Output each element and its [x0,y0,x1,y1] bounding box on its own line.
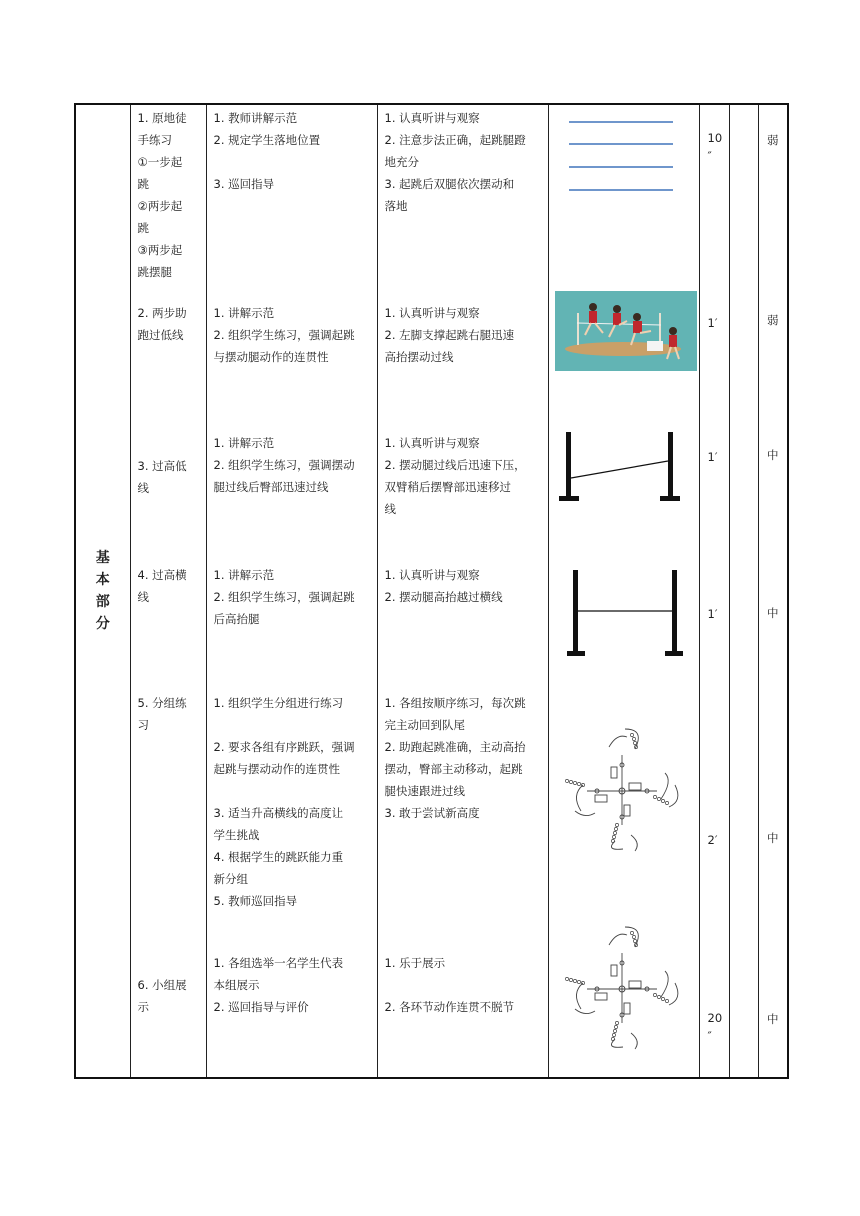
intensity-column [758,104,788,1078]
student-column [377,104,548,1078]
row3-time: 1′ [707,450,718,464]
row4-student: 1. 认真听讲与观察 2. 摆动腿高抬越过横线 [384,568,503,604]
landing-lines-figure [567,119,675,195]
row1-intensity: 弱 [767,133,779,147]
row3-content: 3. 过高低 线 [137,459,187,495]
row6-intensity: 中 [767,1012,779,1026]
row5-teacher: 1. 组织学生分组进行练习 2. 要求各组有序跳跃，强调 起跳与摆动动作的连贯性 3. 适当升高横线的高度让 学生挑战 4. 根据学生的跳跃能力重 新分组 5. 教师巡回指导 [213,696,355,908]
row2-intensity: 弱 [767,313,779,327]
row6-student: 1. 乐于展示 2. 各环节动作连贯不脱节 [384,956,515,1014]
time-column [699,104,729,1078]
row4-content: 4. 过高横 线 [137,568,187,604]
level-bar-figure [567,566,683,661]
row5-content: 5. 分组练 习 [137,696,187,732]
teacher-column [206,104,377,1078]
row3-student: 1. 认真听讲与观察 2. 摆动腿过线后迅速下压， 双臂稍后摆臀部迅速移过 线 [384,436,526,516]
row4-time: 1′ [707,607,718,621]
row1-student: 1. 认真听讲与观察 2. 注意步法正确，起跳腿蹬 地充分 3. 起跳后双腿依次摆动和 落地 [384,111,526,213]
group-formation-diagram-2 [565,923,683,1051]
row6-teacher: 1. 各组选举一名学生代表 本组展示 2. 巡回指导与评价 [213,956,344,1014]
slanted-bar-figure [559,428,685,508]
row5-intensity: 中 [767,831,779,845]
row5-time: 2′ [707,833,718,847]
figure-column [548,104,699,1078]
row3-intensity: 中 [767,448,779,462]
row2-time: 1′ [707,316,718,330]
section-label: 基 本 部 分 [75,104,130,1078]
students-jumping-illustration [555,291,697,371]
row2-content: 2. 两步助 跑过低线 [137,306,187,342]
row1-content: 1. 原地徒 手练习 ①一步起 跳 ②两步起 跳 ③两步起 跳摆腿 [137,111,187,279]
row3-teacher: 1. 讲解示范 2. 组织学生练习，强调摆动 腿过线后臀部迅速过线 [213,436,355,494]
row1-time: 10 ″ [707,131,723,163]
row2-teacher: 1. 讲解示范 2. 组织学生练习，强调起跳 与摆动腿动作的连贯性 [213,306,355,364]
content-column [130,104,206,1078]
lesson-plan-table [74,103,789,1079]
empty-column [729,104,758,1078]
row1-teacher: 1. 教师讲解示范 2. 规定学生落地位置 3. 巡回指导 [213,111,321,191]
group-formation-diagram-1 [565,725,683,853]
row4-intensity: 中 [767,606,779,620]
row5-student: 1. 各组按顺序练习，每次跳 完主动回到队尾 2. 助跑起跳准确，主动高抬 摆动，臀部主动移动，起跳 腿快速跟进过线 3. 敢于尝试新高度 [384,696,526,820]
row6-time: 20 ″ [707,1011,723,1043]
row2-student: 1. 认真听讲与观察 2. 左脚支撑起跳右腿迅速 高抬摆动过线 [384,306,515,364]
row4-teacher: 1. 讲解示范 2. 组织学生练习，强调起跳 后高抬腿 [213,568,355,626]
row6-content: 6. 小组展 示 [137,978,187,1014]
